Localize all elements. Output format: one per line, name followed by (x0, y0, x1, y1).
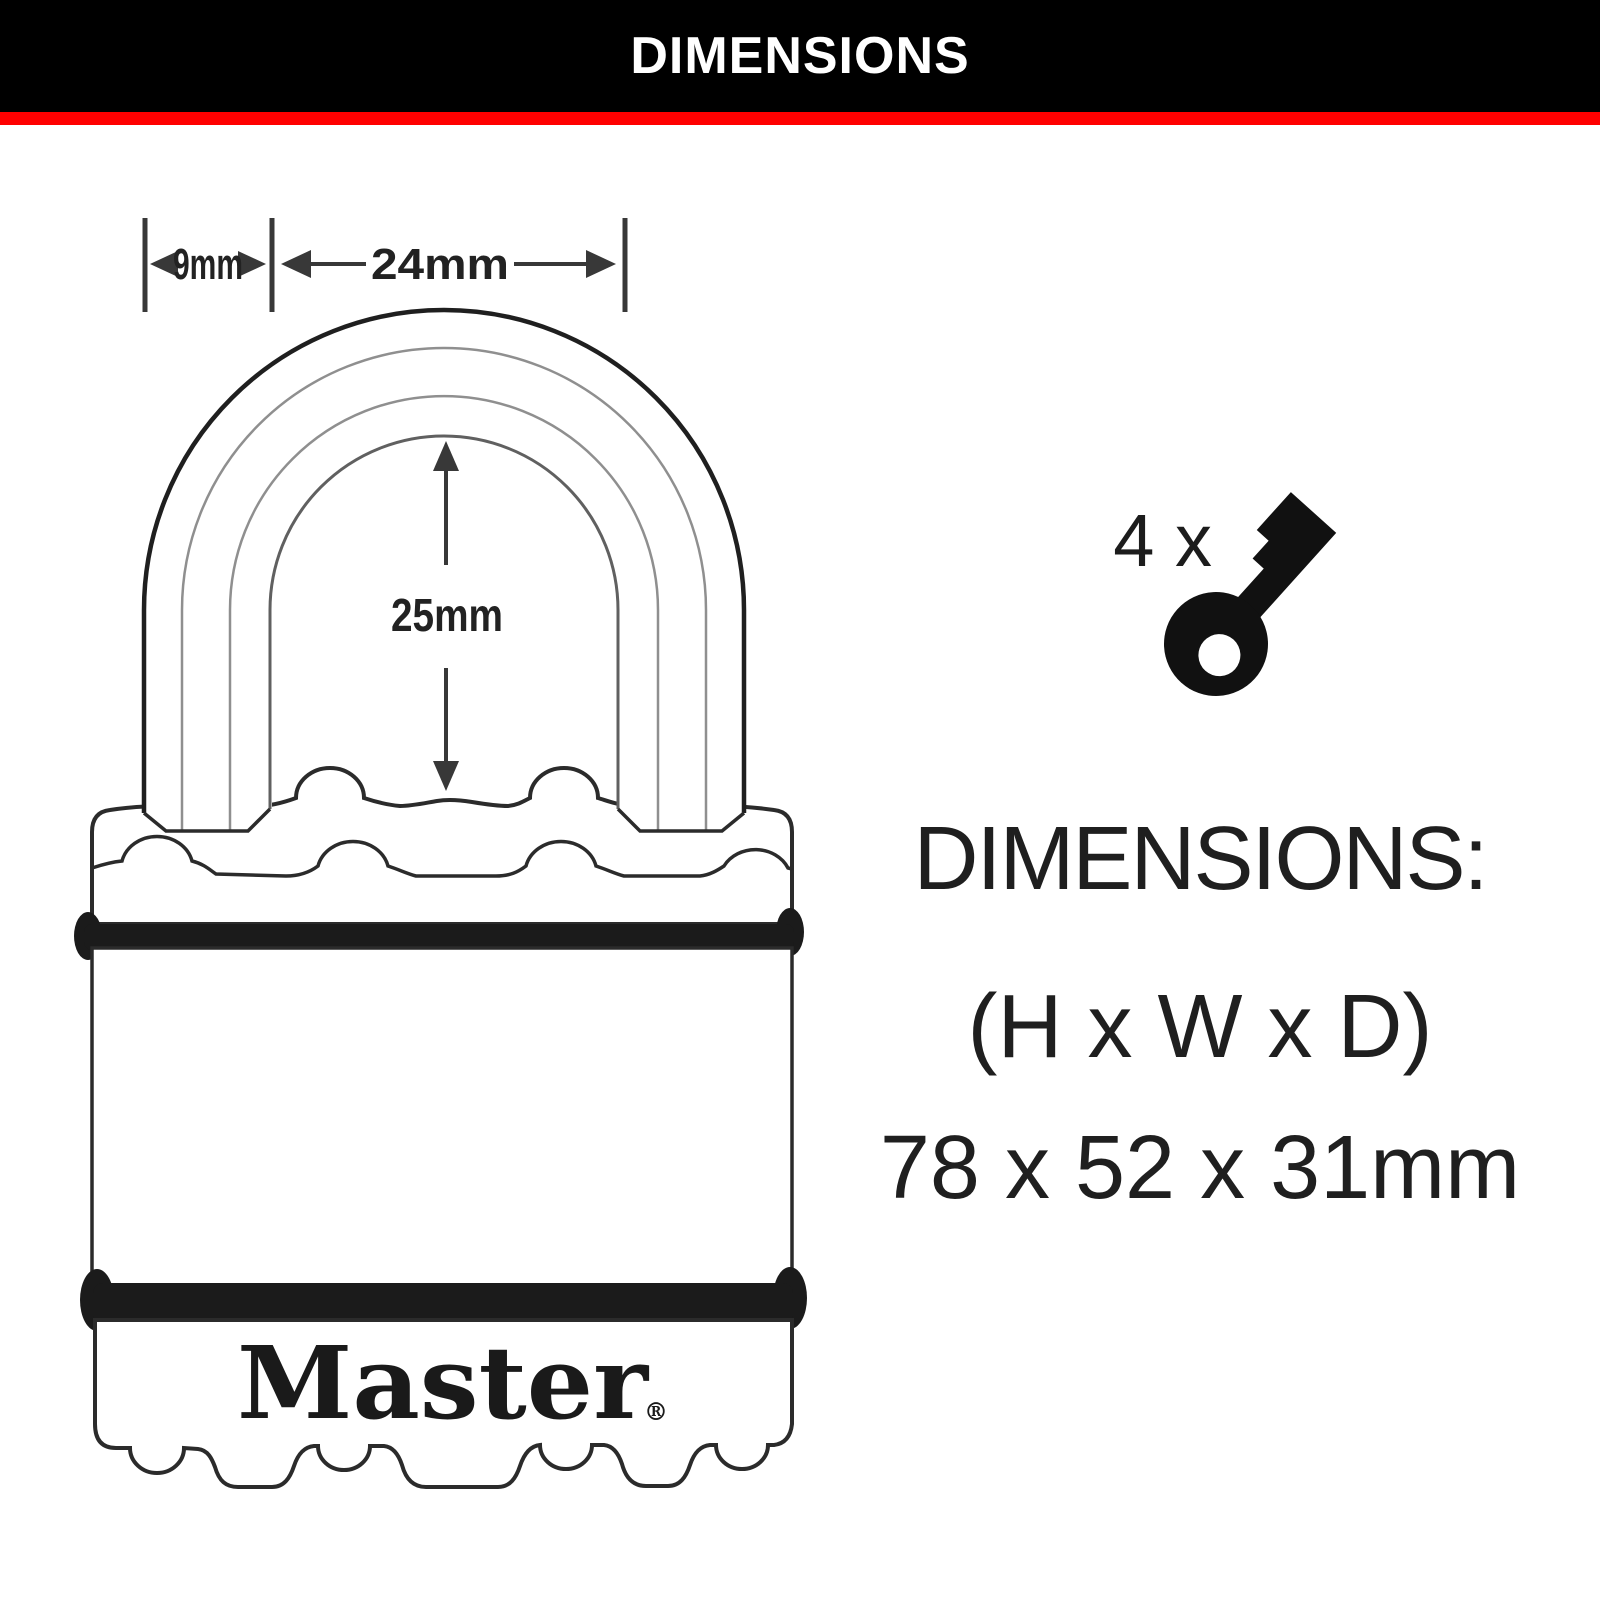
label-vertical-clearance: 25mm (391, 589, 503, 641)
vertical-clearance-callout (391, 441, 503, 791)
shackle-diameter-callout (150, 240, 266, 289)
arrow-down-icon (433, 761, 459, 791)
registered-mark: ® (644, 1397, 668, 1426)
dimensions-value: 78 x 52 x 31mm (879, 1118, 1521, 1218)
label-horizontal-clearance: 24mm (371, 240, 509, 289)
page-title: DIMENSIONS (630, 27, 970, 85)
dimensions-heading: DIMENSIONS: (913, 809, 1487, 909)
keys-count: 4 x (1113, 499, 1212, 582)
key-icon (1148, 486, 1348, 711)
dimensions-axes-label: (H x W x D) (967, 977, 1433, 1077)
horizontal-clearance-callout (281, 240, 616, 289)
label-shackle-diameter: 9mm (173, 240, 243, 289)
body-main (92, 948, 792, 1286)
master-logo: Master (237, 1324, 650, 1442)
